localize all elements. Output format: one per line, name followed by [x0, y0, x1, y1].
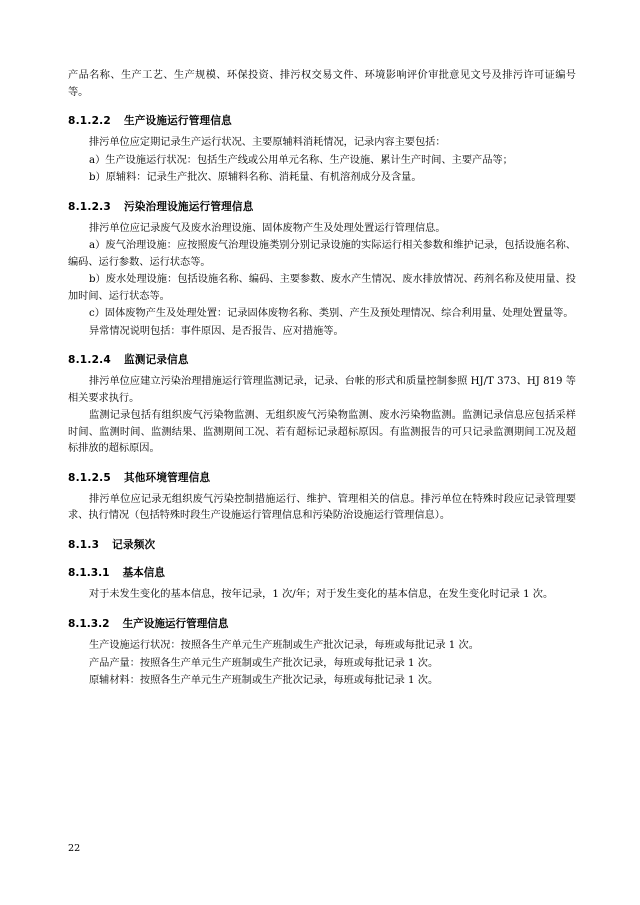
paragraph: 排污单位应记录废气及废水治理设施、固体废物产生及处理处置运行管理信息。: [89, 222, 446, 234]
paragraph: a）废气治理设施：应按照废气治理设施类别分别记录设施的实际运行相关参数和维护记录，包括设施名称、编码、运行参数、运行状态等。: [68, 240, 576, 268]
section-heading-8-1-2-3: [68, 199, 576, 214]
section-heading-8-1-3-1: [68, 565, 576, 580]
section-heading-8-1-3-2: [68, 616, 576, 631]
paragraph: a）生产设施运行状况：包括生产线或公用单元名称、生产设施、累计生产时间、主要产品等；: [89, 154, 513, 166]
section-heading-8-1-2-5: [68, 470, 576, 485]
page-number: 22: [68, 843, 81, 854]
paragraph: c）固体废物产生及处理处置：记录固体废物名称、类别、产生及预处理情况、综合利用量、处理处置量等。: [89, 308, 574, 320]
paragraph: 对于未发生变化的基本信息，按年记录，1 次/年；对于发生变化的基本信息，在发生变化时记录 1 次。: [89, 588, 554, 600]
section-number: 8.1.2.5: [68, 471, 111, 484]
page-content: [68, 68, 576, 690]
section-heading-8-1-2-4: [68, 352, 576, 367]
section-number: 8.1.3.2: [68, 618, 110, 631]
section-heading-8-1-3: [68, 537, 576, 552]
section-number: 8.1.2.4: [68, 354, 111, 367]
section-number: 8.1.2.2: [68, 115, 111, 128]
section-title: 生产设施运行管理信息: [122, 618, 229, 631]
top-paragraph: 产品名称、生产工艺、生产规模、环保投资、排污权交易文件、环境影响评价审批意见文号及排污许可证编号等。: [68, 70, 576, 98]
paragraph: 生产设施运行状况：按照各生产单元生产班制或生产批次记录，每班或每批记录 1 次。: [89, 640, 479, 652]
section-number: 8.1.3: [68, 538, 100, 551]
paragraph: b）废水处理设施：包括设施名称、编码、主要参数、废水产生情况、废水排放情况、药剂名称及使用量、投加时间、运行状态等。: [68, 274, 576, 302]
paragraph: 产品产量：按照各生产单元生产班制或生产批次记录，每班或每批记录 1 次。: [89, 657, 439, 669]
paragraph: 排污单位应建立污染治理措施运行管理监测记录，记录、台帐的形式和质量控制参照 HJ/T 373、HJ 819 等相关要求执行。: [68, 376, 576, 404]
section-title: 生产设施运行管理信息: [123, 115, 232, 128]
section-title: 记录频次: [112, 538, 156, 551]
paragraph: 监测记录包括有组织废气污染物监测、无组织废气污染物监测、废水污染物监测。监测记录信息应包括采样时间、监测时间、监测结果、监测期间工况、若有超标记录超标原因。有监测报告的可只记录监测期间工况及超标排放的超标原因。: [68, 410, 576, 455]
section-title: 其他环境管理信息: [123, 471, 211, 484]
paragraph: 排污单位应定期记录生产运行状况、主要原辅料消耗情况，记录内容主要包括：: [89, 137, 446, 149]
paragraph: 异常情况说明包括：事件原因、是否报告、应对措施等。: [89, 325, 344, 337]
paragraph: b）原辅料：记录生产批次、原辅料名称、消耗量、有机溶剂成分及含量。: [89, 172, 422, 184]
paragraph: 排污单位应记录无组织废气污染控制措施运行、维护、管理相关的信息。排污单位在特殊时段应记录管理要求、执行情况（包括特殊时段生产设施运行管理信息和污染防治设施运行管理信息）。: [68, 493, 576, 522]
section-heading-8-1-2-2: [68, 113, 576, 128]
section-title: 污染治理设施运行管理信息: [123, 200, 254, 213]
section-title: 基本信息: [122, 566, 165, 579]
paragraph: 原辅材料：按照各生产单元生产班制或生产批次记录，每班或每批记录 1 次。: [89, 675, 439, 687]
section-number: 8.1.2.3: [68, 200, 111, 213]
section-title: 监测记录信息: [123, 354, 189, 367]
section-number: 8.1.3.1: [68, 566, 110, 579]
